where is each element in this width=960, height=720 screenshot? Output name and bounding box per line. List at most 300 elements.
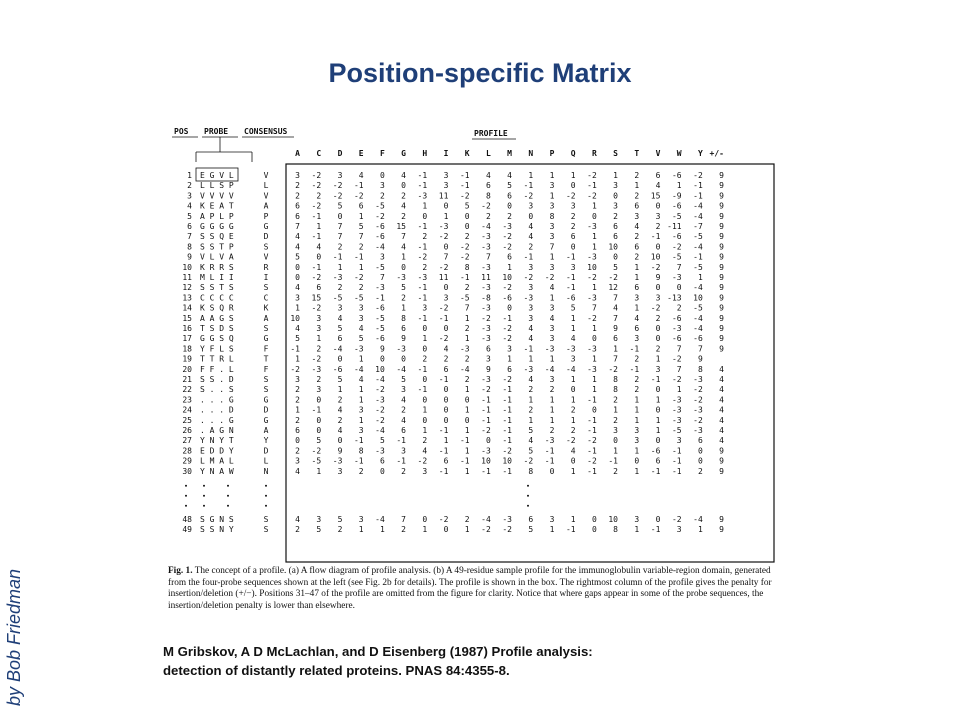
profile-cell: 0 bbox=[570, 385, 576, 395]
row-probe: Y F L S bbox=[200, 344, 234, 354]
profile-row bbox=[182, 263, 724, 272]
profile-cell: 1 bbox=[379, 525, 385, 535]
profile-cell: -2 bbox=[587, 313, 597, 323]
profile-cell: 1 bbox=[591, 232, 597, 242]
profile-cell: 2 bbox=[570, 211, 576, 221]
profile-cell: 4 bbox=[719, 436, 724, 446]
profile-cell: -1 bbox=[417, 181, 428, 191]
profile-cell: 1 bbox=[422, 405, 428, 415]
profile-cell: 6 bbox=[443, 456, 449, 466]
profile-cell: 2 bbox=[676, 303, 682, 313]
omission-dot bbox=[527, 495, 529, 497]
profile-cell: 5 bbox=[316, 436, 322, 446]
profile-cell: 0 bbox=[337, 354, 343, 364]
profile-cell: -1 bbox=[438, 313, 449, 323]
column-header: N bbox=[528, 149, 534, 158]
profile-cell: 8 bbox=[613, 525, 618, 535]
profile-cell: -6 bbox=[375, 222, 385, 231]
profile-cell: 2 bbox=[337, 395, 343, 405]
profile-cell: 8 bbox=[697, 364, 703, 374]
profile-cell: 6 bbox=[507, 191, 512, 201]
profile-cell: -6 bbox=[502, 293, 512, 303]
profile-cell: 3 bbox=[549, 262, 555, 272]
profile-cell: 2 bbox=[316, 375, 322, 384]
profile-cell: -5 bbox=[671, 426, 682, 435]
profile-cell: 4 bbox=[719, 405, 724, 415]
profile-cell: 1 bbox=[295, 405, 300, 415]
profile-cell: -1 bbox=[353, 456, 364, 466]
profile-cell: 2 bbox=[401, 525, 406, 535]
row-position: 11 bbox=[182, 273, 192, 282]
row-probe: A P L P bbox=[200, 211, 234, 221]
profile-cell: 4 bbox=[401, 395, 406, 405]
profile-cell: 4 bbox=[337, 405, 343, 415]
profile-cell: 3 bbox=[634, 334, 640, 344]
profile-cell: 1 bbox=[613, 171, 618, 180]
profile-cell: 0 bbox=[316, 415, 322, 425]
profile-cell: 3 bbox=[358, 426, 364, 435]
profile-cell: 7 bbox=[295, 222, 300, 231]
profile-cell: -1 bbox=[502, 313, 512, 323]
profile-cell: 5 bbox=[337, 515, 343, 524]
profile-cell: -1 bbox=[459, 456, 470, 466]
profile-cell: -1 bbox=[459, 436, 470, 446]
profile-cell: 3 bbox=[549, 303, 555, 313]
profile-cell: -7 bbox=[693, 222, 703, 231]
profile-cell: 3 bbox=[549, 375, 555, 384]
profile-cell: -1 bbox=[650, 232, 661, 242]
profile-row bbox=[182, 365, 724, 374]
row-consensus: A bbox=[263, 426, 269, 435]
profile-cell: 5 bbox=[528, 426, 534, 435]
profile-cell: 0 bbox=[443, 415, 449, 425]
profile-cell: 3 bbox=[295, 171, 300, 180]
profile-cell: 0 bbox=[697, 456, 703, 466]
profile-cell: -3 bbox=[332, 273, 343, 282]
profile-cell: -1 bbox=[608, 456, 618, 466]
profile-row bbox=[182, 273, 724, 282]
profile-cell: -2 bbox=[502, 375, 512, 384]
profile-cell: 1 bbox=[358, 211, 364, 221]
profile-cell: 1 bbox=[570, 466, 576, 476]
row-consensus: V bbox=[263, 252, 269, 262]
profile-cell: -1 bbox=[671, 446, 682, 456]
profile-row bbox=[187, 242, 724, 251]
profile-cell: 8 bbox=[464, 262, 470, 272]
profile-cell: 3 bbox=[422, 303, 428, 313]
profile-cell: 3 bbox=[613, 181, 618, 191]
profile-cell: -2 bbox=[544, 273, 555, 282]
profile-cell: 6 bbox=[485, 181, 491, 191]
profile-cell: 2 bbox=[295, 385, 300, 395]
profile-cell: 1 bbox=[655, 354, 661, 364]
pos-header: POS bbox=[174, 127, 189, 136]
profile-cell: -4 bbox=[375, 426, 385, 435]
profile-cell: 0 bbox=[676, 283, 682, 293]
profile-cell: 1 bbox=[570, 324, 576, 333]
profile-cell: 3 bbox=[570, 354, 576, 364]
profile-cell: 1 bbox=[358, 395, 364, 405]
profile-cell: 2 bbox=[485, 211, 491, 221]
column-header: S bbox=[613, 149, 618, 158]
profile-cell: 4 bbox=[528, 324, 534, 333]
profile-cell: 1 bbox=[464, 466, 470, 476]
row-consensus: Y bbox=[263, 436, 269, 446]
profile-cell: -2 bbox=[311, 446, 322, 456]
profile-cell: -4 bbox=[693, 515, 703, 524]
profile-cell: -2 bbox=[375, 385, 385, 395]
row-probe: Y N Y T bbox=[200, 436, 234, 446]
row-probe: L M A L bbox=[200, 456, 234, 466]
row-probe: G G S Q bbox=[200, 334, 234, 344]
profile-row bbox=[182, 314, 724, 323]
profile-cell: 1 bbox=[549, 293, 555, 303]
column-header: G bbox=[401, 149, 406, 158]
profile-row bbox=[182, 467, 724, 476]
profile-cell: 9 bbox=[719, 303, 724, 313]
profile-cell: 10 bbox=[693, 293, 703, 303]
row-position: 29 bbox=[182, 456, 192, 466]
profile-cell: 0 bbox=[655, 201, 661, 211]
profile-cell: -4 bbox=[375, 242, 385, 252]
profile-cell: 10 bbox=[502, 273, 512, 282]
profile-cell: 4 bbox=[528, 375, 534, 384]
profile-cell: 1 bbox=[570, 171, 576, 180]
profile-cell: 3 bbox=[379, 181, 385, 191]
profile-cell: -5 bbox=[375, 201, 385, 211]
profile-cell: 2 bbox=[337, 242, 343, 252]
profile-cell: 1 bbox=[507, 354, 512, 364]
profile-cell: 0 bbox=[464, 222, 470, 231]
row-position: 26 bbox=[182, 426, 192, 435]
profile-row bbox=[182, 525, 724, 534]
profile-cell: -4 bbox=[693, 211, 703, 221]
profile-cell: 7 bbox=[485, 252, 491, 262]
profile-cell: -2 bbox=[481, 201, 491, 211]
profile-cell: 3 bbox=[613, 201, 618, 211]
profile-cell: 7 bbox=[337, 222, 343, 231]
profile-cell: 6 bbox=[316, 283, 322, 293]
profile-cell: 11 bbox=[438, 273, 449, 282]
profile-cell: 3 bbox=[507, 344, 512, 354]
profile-cell: 6 bbox=[379, 456, 385, 466]
row-probe: K R R S bbox=[200, 262, 234, 272]
profile-cell: 9 bbox=[655, 273, 661, 282]
profile-row bbox=[182, 355, 703, 364]
profile-row bbox=[182, 446, 724, 455]
profile-cell: 4 bbox=[295, 283, 300, 293]
profile-row bbox=[182, 406, 724, 415]
profile-cell: 1 bbox=[655, 426, 661, 435]
profile-cell: 0 bbox=[655, 334, 661, 344]
profile-cell: -2 bbox=[523, 456, 534, 466]
profile-cell: 9 bbox=[719, 222, 724, 231]
profile-cell: -2 bbox=[375, 405, 385, 415]
profile-cell: 9 bbox=[719, 273, 724, 282]
profile-cell: 0 bbox=[443, 201, 449, 211]
profile-cell: -1 bbox=[693, 252, 703, 262]
profile-cell: -4 bbox=[459, 364, 470, 374]
profile-cell: 1 bbox=[422, 525, 428, 535]
row-probe: K S Q R bbox=[200, 303, 234, 313]
column-header: +/- bbox=[709, 149, 724, 158]
profile-cell: 3 bbox=[358, 405, 364, 415]
profile-cell: 1 bbox=[634, 273, 640, 282]
profile-cell: 9 bbox=[697, 354, 703, 364]
profile-cell: 2 bbox=[295, 525, 300, 535]
profile-cell: 2 bbox=[316, 191, 322, 201]
profile-cell: -2 bbox=[438, 303, 449, 313]
row-position: 6 bbox=[187, 222, 192, 231]
profile-cell: 6 bbox=[507, 364, 512, 374]
profile-cell: 6 bbox=[295, 211, 300, 221]
profile-cell: -8 bbox=[481, 293, 491, 303]
profile-cell: -5 bbox=[693, 303, 703, 313]
profile-cell: 1 bbox=[655, 395, 661, 405]
profile-cell: 2 bbox=[401, 293, 406, 303]
profile-cell: -3 bbox=[693, 405, 703, 415]
profile-cell: -3 bbox=[502, 515, 512, 524]
profile-cell: -1 bbox=[332, 252, 343, 262]
profile-cell: 1 bbox=[358, 385, 364, 395]
profile-cell: -2 bbox=[693, 385, 703, 395]
profile-row bbox=[182, 293, 724, 302]
column-header: P bbox=[549, 149, 555, 158]
profile-cell: 1 bbox=[570, 395, 576, 405]
profile-cell: -5 bbox=[375, 262, 385, 272]
profile-cell: 6 bbox=[613, 222, 618, 231]
profile-cell: -2 bbox=[438, 262, 449, 272]
profile-cell: 9 bbox=[719, 242, 724, 252]
profile-cell: -3 bbox=[502, 222, 512, 231]
profile-cell: -3 bbox=[438, 222, 449, 231]
profile-cell: 3 bbox=[549, 334, 555, 344]
profile-cell: -1 bbox=[565, 252, 576, 262]
profile-cell: -4 bbox=[481, 515, 491, 524]
profile-cell: -2 bbox=[671, 515, 682, 524]
profile-row bbox=[182, 334, 724, 343]
profile-cell: 6 bbox=[697, 436, 703, 446]
profile-cell: 3 bbox=[676, 436, 682, 446]
row-position: 5 bbox=[187, 211, 192, 221]
profile-cell: 4 bbox=[401, 242, 406, 252]
profile-cell: 3 bbox=[316, 324, 322, 333]
profile-cell: -2 bbox=[565, 191, 576, 201]
profile-cell: 1 bbox=[337, 262, 343, 272]
profile-cell: -3 bbox=[481, 283, 491, 293]
profile-cell: 8 bbox=[613, 385, 618, 395]
profile-cell: 3 bbox=[316, 515, 322, 524]
profile-cell: 0 bbox=[655, 385, 661, 395]
profile-cell: -1 bbox=[375, 293, 385, 303]
profile-cell: 5 bbox=[295, 334, 300, 344]
profile-cell: 6 bbox=[634, 283, 640, 293]
profile-cell: -1 bbox=[481, 395, 491, 405]
profile-row bbox=[182, 344, 724, 353]
profile-cell: -1 bbox=[417, 242, 428, 252]
consensus-header: CONSENSUS bbox=[244, 127, 288, 136]
profile-cell: 9 bbox=[719, 252, 724, 262]
profile-cell: -3 bbox=[693, 426, 703, 435]
column-headers bbox=[295, 149, 724, 158]
row-position: 20 bbox=[182, 364, 192, 374]
profile-cell: 4 bbox=[549, 313, 555, 323]
profile-cell: 3 bbox=[401, 446, 406, 456]
profile-cell: -3 bbox=[523, 293, 534, 303]
profile-cell: 4 bbox=[528, 222, 534, 231]
profile-cell: 2 bbox=[358, 283, 364, 293]
profile-cell: 1 bbox=[634, 303, 640, 313]
profile-cell: 6 bbox=[655, 171, 661, 180]
profile-cell: 5 bbox=[613, 262, 618, 272]
row-position: 12 bbox=[182, 283, 192, 293]
profile-row bbox=[182, 436, 724, 445]
profile-cell: -1 bbox=[311, 232, 322, 242]
profile-cell: -6 bbox=[671, 313, 682, 323]
profile-row bbox=[187, 181, 724, 190]
profile-cell: -2 bbox=[587, 171, 597, 180]
profile-cell: -2 bbox=[459, 252, 470, 262]
profile-cell: -2 bbox=[332, 191, 343, 201]
profile-cell: -3 bbox=[565, 344, 576, 354]
profile-cell: 1 bbox=[634, 181, 640, 191]
omission-dot bbox=[265, 495, 267, 497]
profile-row bbox=[187, 253, 724, 262]
profile-cell: 2 bbox=[464, 375, 470, 384]
profile-cell: -1 bbox=[417, 293, 428, 303]
row-probe: . . . G bbox=[200, 415, 234, 425]
row-position: 24 bbox=[182, 405, 192, 415]
row-position: 19 bbox=[182, 354, 192, 364]
row-position: 23 bbox=[182, 395, 192, 405]
row-probe: V V V V bbox=[200, 191, 234, 201]
omission-dot bbox=[227, 505, 229, 507]
profile-row bbox=[187, 212, 724, 221]
profile-cell: -2 bbox=[523, 273, 534, 282]
row-consensus: F bbox=[263, 364, 269, 374]
profile-cell: 4 bbox=[549, 283, 555, 293]
profile-cell: 1 bbox=[464, 334, 470, 344]
profile-cell: 0 bbox=[464, 211, 470, 221]
profile-cell: 1 bbox=[549, 395, 555, 405]
profile-cell: 0 bbox=[655, 405, 661, 415]
profile-cell: 2 bbox=[634, 232, 640, 242]
profile-cell: -3 bbox=[459, 344, 470, 354]
profile-cell: 5 bbox=[379, 436, 385, 446]
profile-cell: 1 bbox=[464, 313, 470, 323]
profile-cell: 8 bbox=[401, 313, 406, 323]
row-position: 7 bbox=[187, 232, 192, 242]
column-header: T bbox=[634, 149, 640, 158]
profile-cell: -3 bbox=[481, 334, 491, 344]
profile-cell: -3 bbox=[671, 395, 682, 405]
row-probe: S . . S bbox=[200, 385, 234, 395]
profile-cell: 15 bbox=[396, 222, 406, 231]
profile-cell: 0 bbox=[613, 191, 618, 201]
profile-cell: 3 bbox=[401, 385, 406, 395]
row-position: 28 bbox=[182, 446, 192, 456]
profile-cell: -3 bbox=[481, 262, 491, 272]
row-position: 9 bbox=[187, 252, 192, 262]
row-consensus: V bbox=[263, 191, 269, 201]
profile-cell: 0 bbox=[422, 515, 428, 524]
profile-cell: 0 bbox=[464, 395, 470, 405]
profile-cell: 1 bbox=[591, 375, 597, 384]
row-probe: L L S P bbox=[200, 181, 234, 191]
profile-cell: 0 bbox=[422, 324, 428, 333]
profile-cell: 3 bbox=[316, 385, 322, 395]
profile-cell: -5 bbox=[459, 293, 470, 303]
row-position: 22 bbox=[182, 385, 192, 395]
profile-cell: -3 bbox=[332, 456, 343, 466]
profile-cell: 4 bbox=[401, 415, 406, 425]
profile-cell: -3 bbox=[587, 344, 597, 354]
profile-cell: 0 bbox=[379, 466, 385, 476]
profile-cell: 4 bbox=[316, 242, 322, 252]
profile-cell: 1 bbox=[549, 191, 555, 201]
profile-cell: 0 bbox=[591, 405, 597, 415]
profile-cell: -1 bbox=[438, 426, 449, 435]
profile-cell: 1 bbox=[358, 525, 364, 535]
profile-cell: 0 bbox=[443, 525, 449, 535]
profile-cell: 2 bbox=[528, 385, 534, 395]
citation-line-1: M Gribskov, A D McLachlan, and D Eisenberg (1987) Profile analysis: bbox=[163, 644, 593, 659]
profile-cell: -2 bbox=[481, 525, 491, 535]
row-probe: V L V A bbox=[200, 252, 234, 262]
profile-cell: 3 bbox=[634, 211, 640, 221]
profile-cell: 9 bbox=[401, 334, 406, 344]
profile-cell: 2 bbox=[464, 283, 470, 293]
row-position: 17 bbox=[182, 334, 192, 344]
profile-cell: 9 bbox=[485, 364, 491, 374]
profile-cell: -5 bbox=[332, 293, 343, 303]
profile-cell: 1 bbox=[570, 313, 576, 323]
profile-cell: -2 bbox=[311, 201, 322, 211]
profile-cell: 0 bbox=[570, 181, 576, 191]
profile-row bbox=[187, 171, 724, 180]
profile-cell: 9 bbox=[719, 446, 724, 456]
profile-cell: 1 bbox=[591, 242, 597, 252]
profile-cell: 2 bbox=[613, 395, 618, 405]
row-consensus: S bbox=[263, 525, 269, 535]
profile-cell: 7 bbox=[613, 293, 618, 303]
omission-dot bbox=[527, 485, 529, 487]
profile-cell: -1 bbox=[502, 415, 512, 425]
profile-cell: 7 bbox=[697, 344, 703, 354]
profile-cell: -3 bbox=[353, 344, 364, 354]
profile-cell: 2 bbox=[634, 385, 640, 395]
profile-cell: -13 bbox=[667, 293, 682, 303]
profile-cell: 0 bbox=[422, 415, 428, 425]
profile-cell: 1 bbox=[655, 415, 661, 425]
profile-cell: -1 bbox=[353, 252, 364, 262]
profile-cell: 2 bbox=[613, 211, 618, 221]
profile-cell: -2 bbox=[311, 181, 322, 191]
profile-cell: 9 bbox=[719, 515, 724, 524]
omission-dot bbox=[203, 485, 205, 487]
profile-cell: 1 bbox=[697, 273, 703, 282]
profile-cell: 1 bbox=[570, 415, 576, 425]
profile-cell: -2 bbox=[650, 262, 661, 272]
profile-cell: -2 bbox=[693, 395, 703, 405]
profile-cell: -1 bbox=[587, 466, 597, 476]
profile-cell: -1 bbox=[523, 181, 534, 191]
profile-cell: 0 bbox=[613, 252, 618, 262]
profile-cell: 2 bbox=[464, 354, 470, 364]
profile-cell: 0 bbox=[570, 456, 576, 466]
profile-cell: 4 bbox=[337, 426, 343, 435]
omission-dot bbox=[265, 485, 267, 487]
